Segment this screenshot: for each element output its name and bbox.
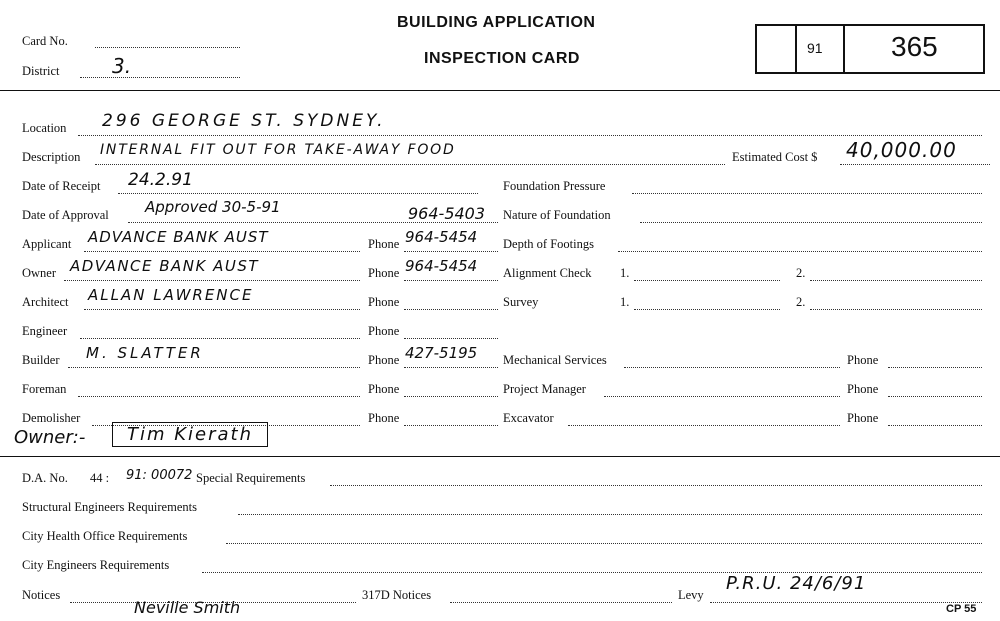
alignment-2-line [810, 280, 982, 281]
health-line [226, 543, 982, 544]
approval-phone-note: 964-5403 [408, 204, 486, 223]
district-value: 3. [112, 54, 132, 78]
approval-label: Date of Approval [22, 208, 109, 222]
applicant-label: Applicant [22, 237, 72, 251]
location-value: 296 GEORGE ST. SYDNEY. [102, 111, 386, 131]
engineer-phone-label: Phone [368, 324, 400, 338]
district-label: District [22, 64, 60, 78]
card-no-line [95, 47, 240, 48]
owner-note-label: Owner:- [14, 427, 86, 448]
mechanical-label: Mechanical Services [503, 353, 607, 367]
da-value: 91: 00072 [126, 468, 193, 483]
special-line [330, 485, 982, 486]
health-label: City Health Office Requirements [22, 529, 188, 543]
estimated-cost-value: 40,000.00 [846, 138, 957, 162]
alignment-label: Alignment Check [503, 266, 592, 280]
architect-line [84, 309, 360, 310]
alignment-1-label: 1. [620, 266, 630, 280]
header-divider [0, 90, 1000, 91]
demolisher-label: Demolisher [22, 411, 81, 425]
builder-value: M. SLATTER [86, 344, 204, 362]
builder-label: Builder [22, 353, 60, 367]
architect-phone-label: Phone [368, 295, 400, 309]
demolisher-phone-label: Phone [368, 411, 400, 425]
engineer-phone-line [404, 338, 498, 339]
survey-1-line [634, 309, 780, 310]
foreman-line [78, 396, 360, 397]
notices-317-line [450, 602, 672, 603]
form-title-line1: BUILDING APPLICATION [397, 14, 596, 31]
location-label: Location [22, 121, 67, 135]
levy-line [710, 602, 982, 603]
description-label: Description [22, 150, 81, 164]
foreman-label: Foreman [22, 382, 67, 396]
survey-2-line [810, 309, 982, 310]
structural-label: Structural Engineers Requirements [22, 500, 197, 514]
builder-phone: 427-5195 [405, 344, 478, 362]
demolisher-phone-line [404, 425, 498, 426]
district-line [80, 77, 240, 78]
applicant-phone: 964-5454 [405, 228, 478, 246]
depth-footings-line [618, 251, 982, 252]
project-manager-phone-label: Phone [847, 382, 879, 396]
da-label: D.A. No. [22, 471, 68, 485]
foundation-pressure-label: Foundation Pressure [503, 179, 606, 193]
description-line [95, 164, 725, 165]
foreman-phone-line [404, 396, 498, 397]
applicant-value: ADVANCE BANK AUST [88, 228, 269, 246]
owner-phone-line [404, 280, 498, 281]
alignment-2-label: 2. [796, 266, 806, 280]
description-value: INTERNAL FIT OUT FOR TAKE-AWAY FOOD [100, 142, 456, 158]
notices-label: Notices [22, 588, 61, 602]
levy-label: Levy [678, 588, 704, 602]
receipt-value: 24.2.91 [128, 170, 193, 190]
location-line [78, 135, 982, 136]
excavator-line [568, 425, 840, 426]
survey-1-label: 1. [620, 295, 630, 309]
card-number-box [755, 24, 985, 74]
excavator-phone-line [888, 425, 982, 426]
project-manager-line [604, 396, 840, 397]
owner-note-name: Tim Kierath [112, 422, 268, 447]
nature-foundation-line [640, 222, 982, 223]
lower-divider [0, 456, 1000, 457]
owner-phone: 964-5454 [405, 257, 478, 275]
foreman-phone-label: Phone [368, 382, 400, 396]
signature: Neville Smith [134, 598, 241, 617]
survey-label: Survey [503, 295, 539, 309]
project-manager-phone-line [888, 396, 982, 397]
mechanical-phone-label: Phone [847, 353, 879, 367]
nature-foundation-label: Nature of Foundation [503, 208, 611, 222]
city-eng-label: City Engineers Requirements [22, 558, 170, 572]
engineer-label: Engineer [22, 324, 68, 338]
alignment-1-line [634, 280, 780, 281]
excavator-label: Excavator [503, 411, 554, 425]
receipt-label: Date of Receipt [22, 179, 101, 193]
levy-value: P.R.U. 24/6/91 [726, 573, 867, 594]
card-number: 365 [891, 31, 938, 62]
card-year: 91 [807, 40, 823, 56]
applicant-line [84, 251, 360, 252]
builder-phone-label: Phone [368, 353, 400, 367]
engineer-line [80, 338, 360, 339]
owner-value: ADVANCE BANK AUST [70, 257, 260, 275]
owner-phone-label: Phone [368, 266, 400, 280]
mechanical-line [624, 367, 840, 368]
da-prefix: 44 : [90, 471, 110, 485]
estimated-cost-line [840, 164, 990, 165]
applicant-phone-label: Phone [368, 237, 400, 251]
mechanical-phone-line [888, 367, 982, 368]
project-manager-label: Project Manager [503, 382, 586, 396]
estimated-cost-label: Estimated Cost $ [732, 150, 818, 164]
form-code: CP 55 [946, 603, 977, 615]
structural-line [238, 514, 982, 515]
architect-phone-line [404, 309, 498, 310]
architect-value: ALLAN LAWRENCE [88, 286, 254, 304]
depth-footings-label: Depth of Footings [503, 237, 594, 251]
owner-label: Owner [22, 266, 57, 280]
card-no-label: Card No. [22, 34, 68, 48]
owner-line [64, 280, 360, 281]
foundation-pressure-line [632, 193, 982, 194]
architect-label: Architect [22, 295, 69, 309]
special-label: Special Requirements [196, 471, 306, 485]
receipt-line [118, 193, 478, 194]
notices-317-label: 317D Notices [362, 588, 432, 602]
builder-line [68, 367, 360, 368]
excavator-phone-label: Phone [847, 411, 879, 425]
builder-phone-line [404, 367, 498, 368]
survey-2-label: 2. [796, 295, 806, 309]
applicant-phone-line [404, 251, 498, 252]
approval-value: Approved 30-5-91 [145, 198, 281, 216]
form-title-line2: INSPECTION CARD [424, 50, 580, 67]
